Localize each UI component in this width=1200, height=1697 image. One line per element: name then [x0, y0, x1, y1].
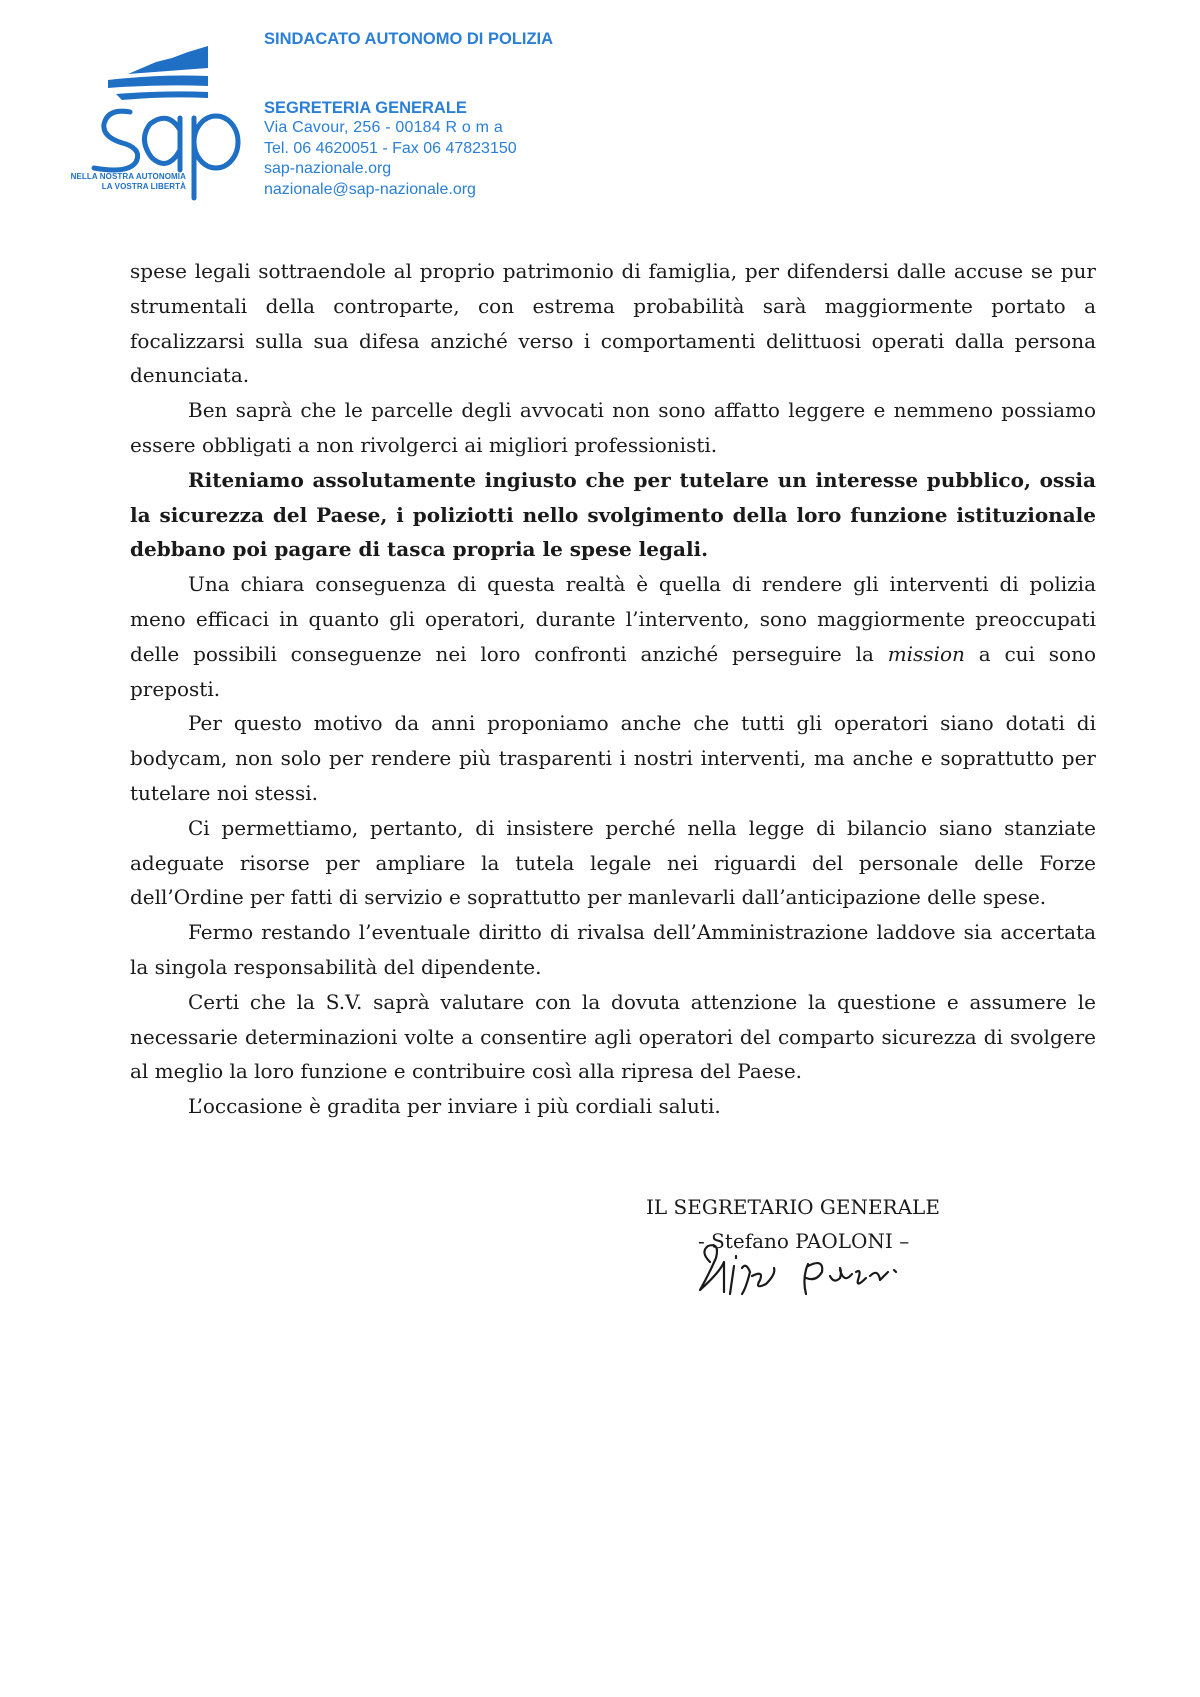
phone-fax: Tel. 06 4620051 - Fax 06 47823150: [264, 139, 517, 157]
signatory-name: - Stefano PAOLONI –: [698, 1229, 910, 1253]
logo-tagline-line-2: LA VOSTRA LIBERTÀ: [101, 182, 186, 191]
paragraph-4: [130, 567, 1096, 706]
paragraph-6: Ci permettiamo, pertanto, di insistere perché nella legge di bilancio siano stanziate adeguate risorse per ampliare la tutela legale nei riguardi del personale delle Forze dell’Ordine per fatti di servizio e soprattutto per manlevarli dall’anticipazione delle spese.: [130, 815, 1096, 910]
signatory-title: IL SEGRETARIO GENERALE: [646, 1195, 940, 1219]
paragraph-2: Ben saprà che le parcelle degli avvocati non sono affatto leggere e nemmeno possiamo essere obbligati a non rivolgerci ai migliori professionisti.: [130, 398, 1096, 457]
address: Via Cavour, 256 - 00184 R o m a: [264, 119, 503, 136]
email-link[interactable]: nazionale@sap-nazionale.org: [264, 180, 476, 198]
paragraph-9: L’occasione è gradita per inviare i più cordiali saluti.: [188, 1094, 721, 1119]
org-name: SINDACATO AUTONOMO DI POLIZIA: [264, 30, 554, 48]
letter-body: [130, 254, 1096, 1124]
paragraph-1: spese legali sottraendole al proprio patrimonio di famiglia, per difendersi dalle accuse se pur strumentali della controparte, con estrema probabilità sarà maggiormente portato a focalizzarsi sulla sua difesa anziché verso i comportamenti delittuosi operati dalla persona denunciata.: [130, 259, 1096, 388]
sap-logo: [68, 38, 258, 206]
logo-tagline-line-1: NELLA NOSTRA AUTONOMIA: [70, 172, 186, 181]
logo-tagline: [68, 172, 186, 192]
paragraph-4-italic: mission: [887, 641, 965, 666]
paragraph-4-text-start: Una chiara conseguenza di questa realtà è quella di rendere gli interventi di polizia meno efficaci in quanto gli operatori, durante l’intervento, sono maggiormente preoccupati delle possibili conseguenze nei loro confronti anziché perseguire la: [130, 572, 1096, 666]
paragraph-5: Per questo motivo da anni proponiamo anche che tutti gli operatori siano dotati di bodycam, non solo per rendere più trasparenti i nostri interventi, ma anche e soprattutto per tutelare noi stessi.: [130, 711, 1096, 805]
handwritten-signature: [690, 1232, 950, 1312]
paragraph-4-text-end: a cui sono preposti.: [130, 641, 1096, 701]
paragraph-7: Fermo restando l’eventuale diritto di rivalsa dell’Amministrazione laddove sia accertata la singola responsabilità del dipendente.: [130, 920, 1096, 979]
paragraph-8: Certi che la S.V. saprà valutare con la dovuta attenzione la questione e assumere le necessarie determinazioni volte a consentire agli operatori del comparto sicurezza di svolgere al meglio la loro funzione e contribuire così alla ripresa del Paese.: [130, 989, 1096, 1084]
website-link[interactable]: sap-nazionale.org: [264, 160, 392, 177]
paragraph-3-bold: Riteniamo assolutamente ingiusto che per tutelare un interesse pubblico, ossia la sicurezza del Paese, i poliziotti nello svolgimento della loro funzione istituzionale debbano poi pagare di tasca propria le spese legali.: [130, 467, 1096, 562]
department-name: SEGRETERIA GENERALE: [264, 99, 467, 117]
letterhead: [264, 28, 553, 200]
